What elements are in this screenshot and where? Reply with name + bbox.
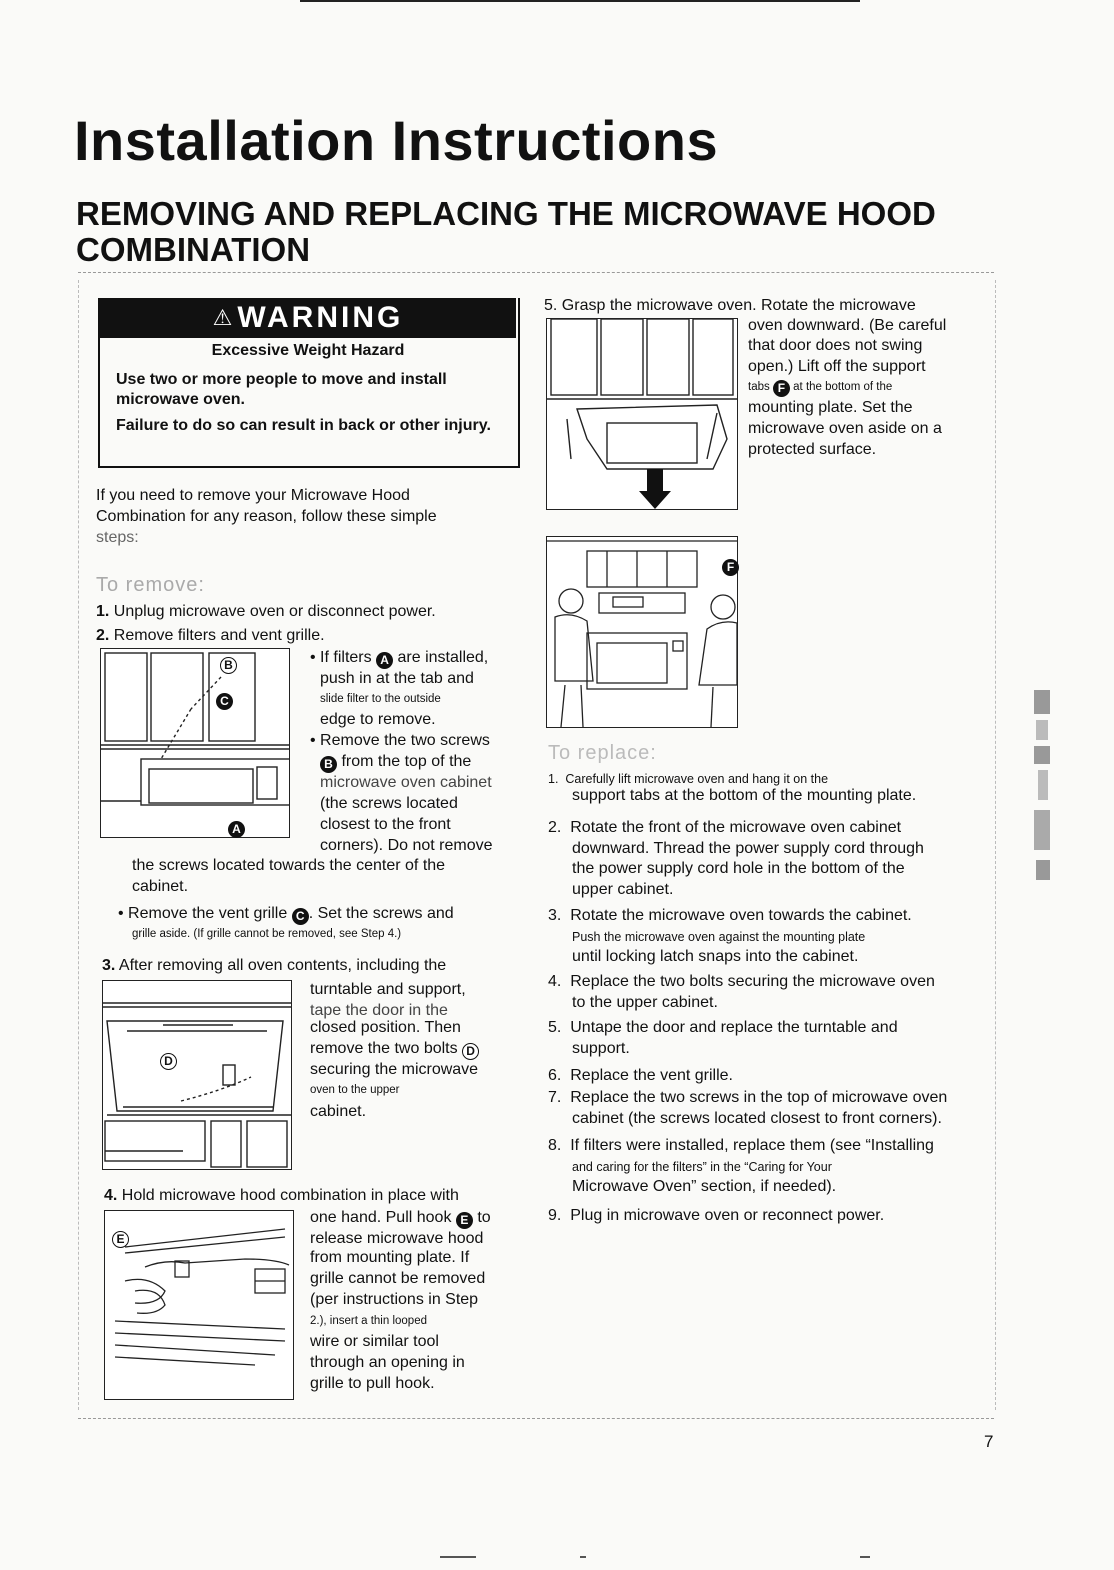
frame-right-divider (995, 280, 996, 1410)
step4-line1: one hand. Pull hook E to (310, 1209, 491, 1227)
intro-line-2: Combination for any reason, follow these simple (96, 508, 437, 525)
step2-bullet2-line7: the screws located towards the center of the (132, 857, 446, 874)
replace-heading: To replace: (548, 742, 657, 764)
step4-line8: through an opening in (310, 1354, 465, 1371)
step3-line6: oven to the upper (310, 1084, 400, 1096)
step2-bullet2-line1: • Remove the two screws (310, 732, 490, 749)
callout-a-inline: A (376, 652, 393, 669)
replace-step-4: 4. Replace the two bolts securing the microwave oven to the upper cabinet. (548, 973, 935, 1011)
callout-e-inline: E (456, 1212, 473, 1229)
figure-remove-bolts (102, 980, 292, 1170)
figure-two-people-lift-drawing (547, 537, 737, 727)
remove-heading: To remove: (96, 574, 205, 596)
intro-line-1: If you need to remove your Microwave Hood (96, 487, 410, 504)
replace-step-7: 7. Replace the two screws in the top of microwave oven cabinet (the screws located closest to front corners). (548, 1089, 948, 1127)
step4-line7: wire or similar tool (310, 1333, 439, 1350)
figure-pull-hook-drawing (105, 1211, 293, 1399)
callout-f-inline: F (773, 380, 790, 397)
frame-left-divider (78, 280, 79, 1410)
step3-line1: turntable and support, (310, 981, 466, 998)
step3-line4: remove the two bolts D (310, 1039, 479, 1060)
step3-line5: securing the microwave (310, 1061, 479, 1078)
figure-rotate-down-drawing (547, 319, 737, 509)
step2-bullet2-line4: (the screws located (320, 795, 458, 812)
callout-f-fig6: F (722, 556, 739, 576)
remove-step-4-text: Hold microwave hood combination in place with (121, 1187, 459, 1204)
step5-line7: protected surface. (748, 441, 877, 458)
page-title: Installation Instructions (74, 109, 719, 172)
step2-bullet2-line2: B from the top of the (320, 752, 471, 773)
step2-bullet1-line2: push in at the tab and (320, 670, 474, 687)
frame-top-divider (78, 272, 994, 273)
remove-step-1-num: 1. (96, 603, 110, 620)
callout-c-fig2: C (216, 690, 233, 710)
callout-d-fig3: D (160, 1050, 177, 1070)
figure-remove-bolts-drawing (103, 981, 291, 1169)
remove-step-1-text: Unplug microwave oven or disconnect power. (113, 603, 436, 620)
step2-bullet2-line6: corners). Do not remove (320, 837, 493, 854)
remove-step-2-num: 2. (96, 627, 110, 644)
step5-line1: oven downward. (Be careful (748, 317, 947, 334)
warning-banner-label: WARNING (237, 301, 404, 334)
remove-step-4-num: 4. (104, 1187, 118, 1204)
remove-step-5 (544, 296, 916, 317)
callout-d-inline: D (462, 1043, 479, 1060)
section-title: REMOVING AND REPLACING THE MICROWAVE HOOD COMBINATION (76, 195, 936, 268)
intro-line-3: steps: (96, 529, 139, 546)
figure-rotate-down (546, 318, 738, 510)
step4-line5: (per instructions in Step (310, 1291, 479, 1308)
step2-bullet1-line1: • If filters A are installed, (310, 649, 489, 667)
warning-text-2: Failure to do so can result in back or other injury. (116, 417, 491, 434)
step2-bullet3-line1: • Remove the vent grille C . Set the screws and (118, 905, 454, 923)
warning-heading: Excessive Weight Hazard (211, 342, 405, 359)
replace-step-2: 2. Rotate the front of the microwave oven cabinet downward. Thread the power supply cord through the power supply cord hole in the bottom of the upper cabinet. (548, 819, 924, 898)
warning-banner (100, 298, 516, 338)
top-rule (300, 0, 860, 2)
remove-step-3-num: 3. (102, 957, 116, 974)
step2-bullet1-line3: slide filter to the outside (320, 693, 441, 705)
replace-step-3: 3. Rotate the microwave oven towards the cabinet. Push the microwave oven against the mounting plate until locking latch snaps into the cabinet. (548, 907, 912, 965)
remove-step-1 (96, 602, 436, 623)
step5-line2: that door does not swing (748, 337, 923, 354)
remove-step-4 (104, 1186, 459, 1207)
step2-bullet2-line3: microwave oven cabinet (320, 774, 492, 791)
step2-bullet1-line4: edge to remove. (320, 711, 436, 728)
remove-step-2-text: Remove filters and vent grille. (113, 627, 325, 644)
remove-step-5-num: 5. (544, 297, 558, 314)
step4-line3: from mounting plate. If (310, 1249, 470, 1266)
step4-line2: release microwave hood (310, 1230, 484, 1247)
replace-step-6: 6. Replace the vent grille. (548, 1067, 733, 1084)
step5-line3: open.) Lift off the support (748, 358, 926, 375)
figure-pull-hook (104, 1210, 294, 1400)
bottom-scan-marks (440, 1556, 1080, 1560)
step5-line6: microwave oven aside on a (748, 420, 942, 437)
callout-a-fig2: A (228, 818, 245, 838)
page-number: 7 (984, 1432, 994, 1451)
figure-two-people-lift (546, 536, 738, 728)
step4-line6: 2.), insert a thin looped (310, 1315, 427, 1327)
remove-step-3-text: After removing all oven contents, including the (118, 957, 447, 974)
remove-step-5-text: Grasp the microwave oven. Rotate the microwave (561, 297, 916, 314)
step2-bullet2-line8: cabinet. (132, 878, 189, 895)
callout-b-fig2: B (220, 654, 237, 674)
scan-edge-artifact-drawing (1030, 690, 1054, 890)
step4-line9: grille to pull hook. (310, 1375, 435, 1392)
replace-step-9: 9. Plug in microwave oven or reconnect power. (548, 1207, 885, 1224)
warning-triangle-icon: ⚠ (212, 305, 236, 330)
callout-c-inline: C (292, 908, 309, 925)
callout-e-fig4: E (112, 1228, 129, 1248)
step5-line4: tabs F at the bottom of the (748, 381, 893, 395)
step2-bullet3-line2: grille aside. (If grille cannot be removed, see Step 4.) (132, 928, 402, 940)
step3-line3: closed position. Then (310, 1019, 461, 1036)
remove-step-3 (102, 956, 446, 977)
warning-text-1: Use two or more people to move and install microwave oven. (116, 371, 447, 408)
scan-edge-artifact (1030, 690, 1054, 890)
step3-line2: tape the door in the (310, 1002, 448, 1019)
callout-b-inline: B (320, 756, 337, 773)
step4-line4: grille cannot be removed (310, 1270, 486, 1287)
replace-step-8: 8. If filters were installed, replace them (see “Installing and caring for the filters” in the “Caring for Your Microwave Oven” section, if needed). (548, 1137, 934, 1195)
step5-line5: mounting plate. Set the (748, 399, 913, 416)
step2-bullet2-line5: closest to the front (320, 816, 451, 833)
replace-step-1: 1. Carefully lift microwave oven and hang it on the support tabs at the bottom of the mounting plate. (548, 772, 917, 804)
replace-step-5: 5. Untape the door and replace the turntable and support. (548, 1019, 898, 1057)
figure-remove-filters-drawing (101, 649, 289, 837)
figure-remove-filters (100, 648, 290, 838)
step3-line7: cabinet. (310, 1103, 367, 1120)
remove-step-2 (96, 626, 325, 647)
frame-bottom-divider (78, 1418, 994, 1419)
